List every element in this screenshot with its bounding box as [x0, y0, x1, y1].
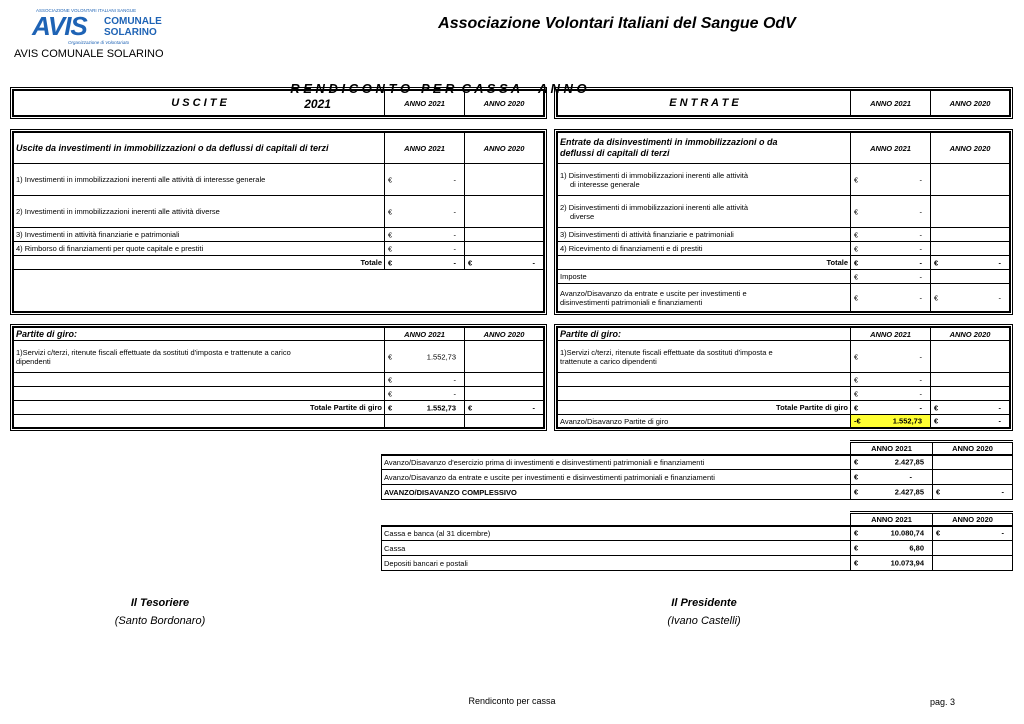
summary-table: [381, 440, 1013, 500]
cash-row-2-label: Cassa: [382, 541, 851, 556]
cash-col-2021: ANNO 2021: [851, 513, 933, 526]
summary-row-1-label: Avanzo/Disavanzo d'esercizio prima di investimenti e disinvestimenti patrimoniali e finanziamenti: [382, 455, 851, 470]
giro-out-col-2021: ANNO 2021: [385, 328, 465, 341]
value: -: [998, 403, 1001, 412]
invest-out-table: [10, 129, 547, 315]
value: -: [453, 389, 456, 398]
cash-row-1-label: Cassa e banca (al 31 dicembre): [382, 526, 851, 541]
value: -: [919, 272, 922, 281]
value: 6,80: [909, 543, 924, 553]
euro-sign: €: [388, 230, 393, 239]
avanzo-l1: Avanzo/Disavanzo da entrate e uscite per investimenti e: [560, 288, 747, 298]
cash-table: [381, 511, 1013, 570]
invest-out-row-4: 4) Rimborso di finanziamenti per quote capitale e prestiti: [14, 242, 385, 256]
summary-col-2021: ANNO 2021: [851, 442, 933, 455]
row-text-2: trattenute a carico dipendenti: [560, 356, 657, 366]
entrate-col-2021: ANNO 2021: [851, 91, 931, 116]
invest-in-total-label: Totale: [558, 256, 851, 270]
value: -: [1001, 528, 1004, 538]
invest-out-col-2020: ANNO 2020: [465, 133, 544, 164]
giro-in-title: Partite di giro:: [558, 328, 851, 341]
euro-sign: €: [934, 293, 939, 302]
treasurer-name: (Santo Bordonaro): [114, 615, 206, 627]
euro-sign: €: [854, 528, 859, 538]
euro-sign: €: [854, 487, 859, 497]
euro-sign: €: [388, 375, 393, 384]
euro-sign: €: [388, 403, 393, 412]
cash-col-2020: ANNO 2020: [933, 513, 1013, 526]
uscite-col-2020: ANNO 2020: [465, 91, 544, 116]
row-text-2: diverse: [570, 211, 595, 221]
cash-row-3-label: Depositi bancari e postali: [382, 556, 851, 571]
euro-sign: €: [468, 258, 473, 267]
value: -: [453, 244, 456, 253]
euro-sign: €: [854, 352, 859, 361]
value: -: [998, 293, 1001, 302]
summary-col-2020: ANNO 2020: [933, 442, 1013, 455]
value: -: [453, 207, 456, 216]
euro-sign: €: [388, 389, 393, 398]
invest-out-row-2: 2) Investimenti in immobilizzazioni inerenti alle attività diverse: [14, 196, 385, 228]
euro-sign: €: [854, 244, 859, 253]
logo-line1: COMUNALE: [104, 16, 162, 27]
value: -: [919, 352, 922, 361]
euro-sign: €: [388, 244, 393, 253]
value: -: [532, 403, 535, 412]
uscite-col-2021: ANNO 2021: [385, 91, 465, 116]
entrate-title: E N T R A T E: [558, 91, 851, 116]
value: -: [919, 175, 922, 184]
avanzo-l2: disinvestimenti patrimoniali e finanziamenti: [560, 297, 703, 307]
invest-in-row-4: 4) Ricevimento di finanziamenti e di prestiti: [558, 242, 851, 256]
imposte-label: Imposte: [558, 270, 851, 284]
giro-out-row-1: [14, 341, 385, 373]
row-text-1: 1)Servizi c/terzi, ritenute fiscali effettuate da sostituti d'imposta e: [560, 347, 773, 357]
invest-in-row-3: 3) Disinvestimenti di attività finanziarie e patrimoniali: [558, 228, 851, 242]
invest-in-row-2: [558, 196, 851, 228]
invest-in-col-2020: ANNO 2020: [931, 133, 1010, 164]
logo-brand: AVIS: [32, 11, 87, 41]
value: -: [998, 258, 1001, 267]
row-text-2: di interesse generale: [570, 179, 640, 189]
president-name: (Ivano Castelli): [667, 615, 741, 627]
value: -: [453, 258, 456, 267]
value: -: [919, 230, 922, 239]
value: -: [919, 293, 922, 302]
value: -: [919, 389, 922, 398]
giro-in-avanzo-value: [851, 415, 931, 428]
euro-sign: €: [934, 258, 939, 267]
euro-sign: €: [854, 375, 859, 384]
euro-sign: €: [854, 543, 859, 553]
value: -: [919, 403, 922, 412]
president-role: Il Presidente: [671, 597, 737, 609]
row-text-1: 1) Disinvestimenti di immobilizzazioni inerenti alle attività: [560, 170, 748, 180]
entrate-header: [554, 87, 1013, 119]
row-text-2: dipendenti: [16, 356, 51, 366]
value: 10.073,94: [890, 558, 924, 568]
euro-sign: -€: [854, 416, 861, 426]
invest-in-title-l1: Entrate da disinvestimenti in immobilizzazioni o da: [560, 137, 778, 147]
euro-sign: €: [388, 207, 393, 216]
entrate-col-2020: ANNO 2020: [931, 91, 1010, 116]
giro-in-total-label: Totale Partite di giro: [558, 401, 851, 415]
euro-sign: €: [934, 403, 939, 412]
value: 10.080,74: [890, 528, 924, 538]
report-year: 2021: [304, 97, 331, 111]
invest-in-avanzo: [558, 284, 851, 312]
giro-in-avanzo-label: Avanzo/Disavanzo Partite di giro: [558, 415, 851, 428]
giro-in-row-1: [558, 341, 851, 373]
summary-row-2-label: Avanzo/Disavanzo da entrate e uscite per investimenti e disinvestimenti patrimoniali e finanziamenti: [382, 470, 851, 485]
row-text-1: 2) Disinvestimenti di immobilizzazioni inerenti alle attività: [560, 202, 748, 212]
euro-sign: €: [854, 558, 859, 568]
value: 1.552,73: [426, 403, 456, 412]
invest-in-title: [558, 133, 851, 164]
invest-in-col-2021: ANNO 2021: [851, 133, 931, 164]
value: -: [453, 375, 456, 384]
value: -: [919, 244, 922, 253]
invest-in-row-1: [558, 164, 851, 196]
logo-line2: SOLARINO: [104, 27, 157, 38]
euro-sign: €: [854, 293, 859, 302]
invest-out-row-1: 1) Investimenti in immobilizzazioni inerenti alle attività di interesse generale: [14, 164, 385, 196]
footer-page: pag. 3: [930, 697, 956, 707]
row-text-1: 1)Servizi c/terzi, ritenute fiscali effettuate da sostituti d'imposta e trattenute a carico: [16, 347, 291, 357]
logo-tagline: ASSOCIAZIONE VOLONTARI ITALIANI SANGUE: [36, 8, 137, 13]
giro-in-table: [554, 324, 1013, 431]
giro-in-col-2021: ANNO 2021: [851, 328, 931, 341]
giro-in-col-2020: ANNO 2020: [931, 328, 1010, 341]
euro-sign: €: [934, 416, 939, 426]
value: -: [453, 230, 456, 239]
giro-out-table: [10, 324, 547, 431]
value: 1.552,73: [892, 416, 922, 426]
value: -: [998, 416, 1001, 426]
invest-out-col-2021: ANNO 2021: [385, 133, 465, 164]
euro-sign: €: [854, 457, 859, 467]
euro-sign: €: [854, 472, 859, 482]
logo-subtitle: Organizzazione di Volontariato: [68, 40, 130, 45]
value: -: [453, 175, 456, 184]
value: -: [1001, 487, 1004, 497]
value: -: [909, 472, 912, 482]
euro-sign: €: [936, 528, 941, 538]
euro-sign: €: [854, 258, 859, 267]
invest-in-title-l2: deflussi di capitali di terzi: [560, 148, 670, 158]
euro-sign: €: [854, 175, 859, 184]
euro-sign: €: [468, 403, 473, 412]
invest-out-row-3: 3) Investimenti in attività finanziarie e patrimoniali: [14, 228, 385, 242]
header-title: Associazione Volontari Italiani del Sangue OdV: [438, 15, 796, 32]
value: 2.427,85: [894, 487, 924, 497]
euro-sign: €: [854, 230, 859, 239]
treasurer-role: Il Tesoriere: [130, 597, 190, 609]
value: 2.427,85: [894, 457, 924, 467]
value: -: [919, 207, 922, 216]
invest-in-table: [554, 129, 1013, 315]
euro-sign: €: [854, 389, 859, 398]
giro-out-total-label: Totale Partite di giro: [14, 401, 385, 415]
org-name: AVIS COMUNALE SOLARINO: [14, 48, 164, 60]
giro-out-title: Partite di giro:: [14, 328, 385, 341]
report-title-text: R E N D I C O N T O P E R C A S S A - A N N O: [290, 81, 587, 96]
invest-out-title: Uscite da investimenti in immobilizzazioni o da deflussi di capitali di terzi: [14, 133, 385, 164]
euro-sign: €: [936, 487, 941, 497]
euro-sign: €: [388, 175, 393, 184]
value: 1.552,73: [426, 352, 456, 361]
value: -: [532, 258, 535, 267]
euro-sign: €: [854, 207, 859, 216]
value: -: [919, 258, 922, 267]
summary-row-3-label: AVANZO/DISAVANZO COMPLESSIVO: [382, 485, 851, 500]
euro-sign: €: [388, 258, 393, 267]
euro-sign: €: [854, 272, 859, 281]
footer-center: Rendiconto per cassa: [468, 696, 556, 706]
giro-out-col-2020: ANNO 2020: [465, 328, 544, 341]
uscite-header: [10, 87, 547, 119]
value: -: [919, 375, 922, 384]
invest-out-total-label: Totale: [14, 256, 385, 270]
uscite-title: U S C I T E: [14, 91, 385, 116]
euro-sign: €: [854, 403, 859, 412]
euro-sign: €: [388, 352, 393, 361]
